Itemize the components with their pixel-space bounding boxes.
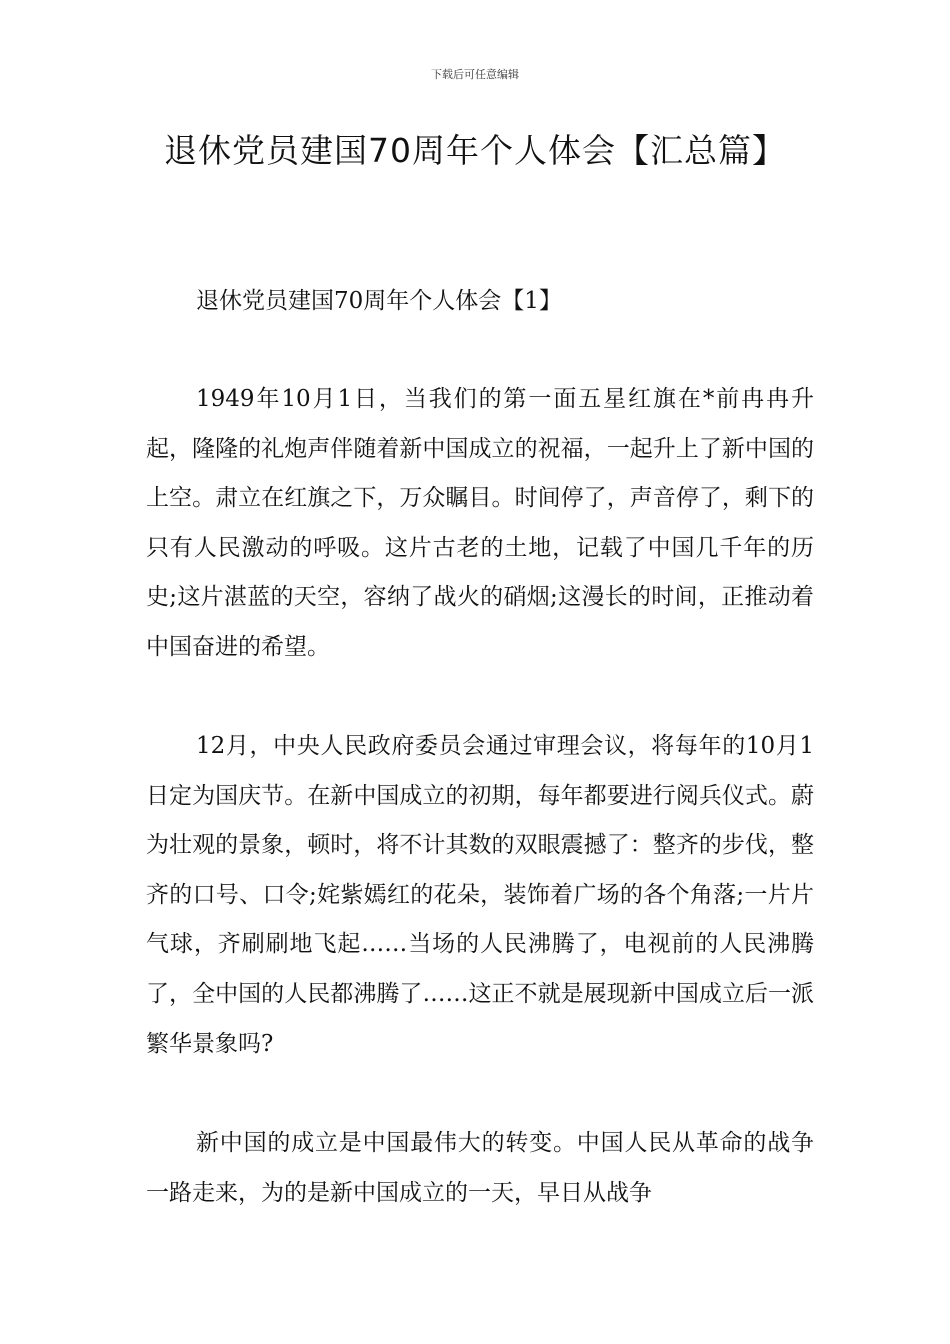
section-heading: 退休党员建国70周年个人体会【1】 — [196, 288, 562, 314]
document-title: 退休党员建国70周年个人体会【汇总篇】 — [164, 131, 786, 170]
paragraph: 12月，中央人民政府委员会通过审理会议，将每年的10月1日定为国庆节。在新中国成立的初期，每年都要进行阅兵仪式。蔚为壮观的景象，顿时，将不计其数的双眼震撼了：整齐的步伐，整齐的口号、口令;姹紫嫣红的花朵，装饰着广场的各个角落;一片片气球，齐刷刷地飞起……当场的人民沸腾了，电视前的人民沸腾了，全中国的人民都沸腾了……这正不就是展现新中国成立后一派繁华景象吗? — [146, 733, 814, 1057]
paragraph: 1949年10月1日，当我们的第一面五星红旗在*前冉冉升起，隆隆的礼炮声伴随着新中国成立的祝福，一起升上了新中国的上空。肃立在红旗之下，万众瞩目。时间停了，声音停了，剩下的只有人民激动的呼吸。这片古老的土地，记载了中国几千年的历史;这片湛蓝的天空，容纳了战火的硝烟;这漫长的时间，正推动着中国奋进的希望。 — [146, 386, 814, 660]
header-note: 下载后可任意编辑 — [431, 68, 519, 81]
paragraph: 新中国的成立是中国最伟大的转变。中国人民从革命的战争一路走来，为的是新中国成立的一天，早日从战争 — [146, 1130, 814, 1206]
